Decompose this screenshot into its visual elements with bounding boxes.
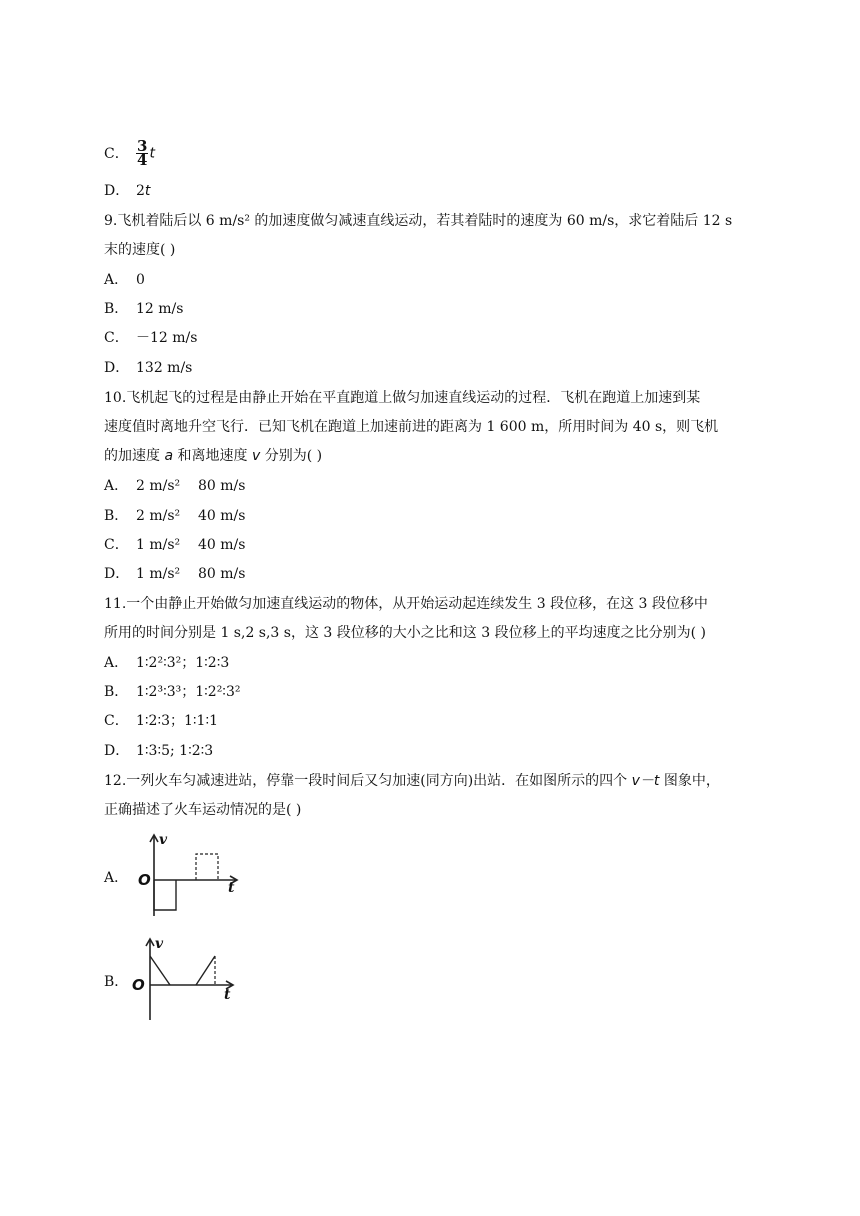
q11-option-a (104, 653, 229, 673)
q11-option-b (104, 682, 240, 702)
option-text: 132 m/s (136, 360, 193, 376)
q9-option-d (104, 358, 192, 378)
q11-stem-line-1: 11.一个由静止开始做匀加速直线运动的物体，从开始运动起连续发生 3 段位移，在这 3 段位移中 (104, 596, 708, 612)
option-letter: D． (104, 566, 130, 582)
graph-option-a (130, 830, 245, 922)
q11-stem-line-2: 所用的时间分别是 1 s,2 s,3 s，这 3 段位移的大小之比和这 3 段位移上的平均速度之比分别为( ) (104, 625, 706, 641)
stem-text: 的加速度 (104, 448, 165, 464)
option-letter: C． (104, 537, 129, 553)
q10-stem-line-3 (104, 446, 322, 466)
option-letter: A． (104, 272, 129, 288)
option-letter: D． (104, 743, 130, 759)
q9-stem-line-2: 末的速度( ) (104, 242, 176, 258)
option-letter: B． (104, 684, 129, 700)
option-letter: C． (104, 145, 129, 162)
stem-text: 12.一列火车匀减速进站，停靠一段时间后又匀加速(同方向)出站．在如图所示的四个 (104, 773, 632, 789)
stem-text: 和离地速度 (173, 448, 252, 464)
variable-v: v (251, 448, 261, 464)
option-letter: A． (104, 870, 129, 886)
option-letter: B． (104, 974, 129, 990)
axis-label-v: v (159, 832, 168, 848)
q8-option-d (104, 181, 150, 201)
graph-option-b (128, 934, 243, 1026)
option-text: 1 m/s² 40 m/s (136, 537, 246, 553)
q10-option-b (104, 506, 245, 526)
fraction (136, 137, 148, 169)
option-letter: D． (104, 183, 130, 199)
option-letter: B． (104, 508, 129, 524)
q10-stem-line-2: 速度值时离地升空飞行．已知飞机在跑道上加速前进的距离为 1 600 m，所用时间为 40 s，则飞机 (104, 419, 719, 435)
q10-option-d (104, 564, 245, 584)
fraction-denominator: 4 (137, 151, 148, 169)
variable-t: t (149, 145, 155, 162)
graph-a-positive-segment (196, 854, 218, 880)
option-text: 1∶3∶5; 1∶2∶3 (136, 743, 214, 759)
option-text: 1∶2³∶3³；1∶2²∶3² (136, 684, 241, 700)
q9-option-b (104, 299, 183, 319)
q9-option-a (104, 270, 145, 290)
variable-a: a (164, 448, 174, 464)
q9-stem-line-1: 9.飞机着陆后以 6 m/s² 的加速度做匀减速直线运动，若其着陆时的速度为 60 m/s，求它着陆后 12 s (104, 213, 733, 229)
q8-option-c (104, 137, 155, 169)
option-text: 12 m/s (136, 301, 184, 317)
q10-option-c (104, 535, 245, 555)
fraction-numerator: 3 (137, 137, 148, 155)
option-text: 2 (136, 183, 145, 199)
option-text: 2 m/s² 40 m/s (136, 508, 246, 524)
variable-t: t (144, 183, 151, 199)
option-letter: B． (104, 301, 129, 317)
graph-b-deceleration-segment (150, 956, 170, 985)
stem-text: 图象中， (659, 773, 720, 789)
axis-label-t: t (228, 880, 235, 896)
q12-stem-line-1 (104, 771, 720, 791)
axis-label-t: t (224, 987, 231, 1003)
axis-label-v: v (155, 936, 164, 952)
q9-option-c (104, 328, 197, 348)
option-letter: C． (104, 330, 129, 346)
option-letter: A． (104, 478, 129, 494)
option-text: 1∶2²∶3²；1∶2∶3 (136, 655, 230, 671)
variable-v-t: v－t (631, 773, 660, 789)
option-text: 1∶2∶3；1∶1∶1 (136, 713, 219, 729)
option-letter: D． (104, 360, 130, 376)
option-letter: A． (104, 655, 129, 671)
graph-b-acceleration-segment (196, 956, 215, 985)
option-text: 2 m/s² 80 m/s (136, 478, 246, 494)
option-text: 1 m/s² 80 m/s (136, 566, 246, 582)
q10-option-a (104, 476, 245, 496)
q12-stem-line-2: 正确描述了火车运动情况的是( ) (104, 802, 302, 818)
option-text: －12 m/s (136, 330, 198, 346)
stem-text: 分别为( ) (260, 448, 323, 464)
option-text: 0 (136, 272, 145, 288)
origin-label: O (132, 976, 145, 994)
q10-stem-line-1: 10.飞机起飞的过程是由静止开始在平直跑道上做匀加速直线运动的过程．飞机在跑道上加速到某 (104, 390, 701, 406)
q11-option-d (104, 741, 213, 761)
q11-option-c (104, 711, 218, 731)
origin-label: O (138, 871, 151, 889)
graph-a-negative-segment (154, 880, 176, 910)
option-letter: C． (104, 713, 129, 729)
